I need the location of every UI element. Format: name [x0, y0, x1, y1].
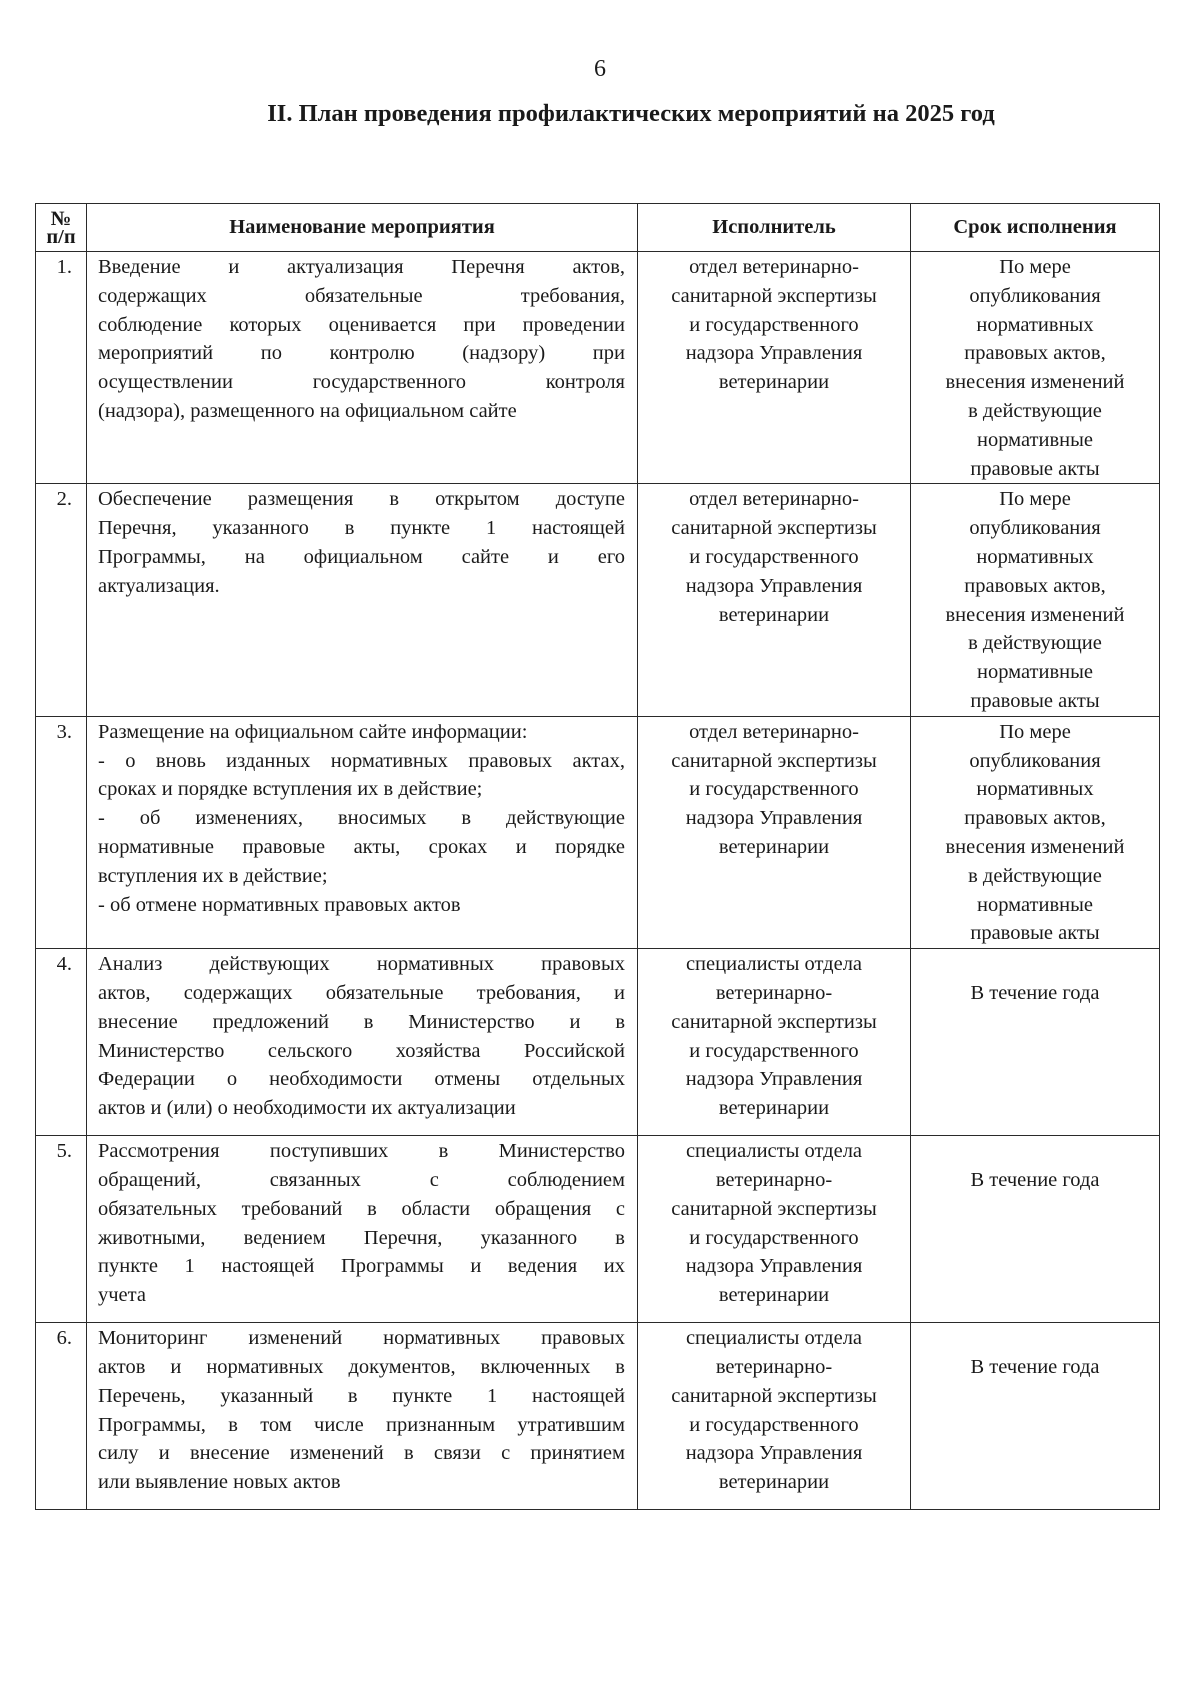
executor-line: санитарной экспертизы	[671, 284, 877, 307]
executor-line: надзора Управления	[685, 1255, 863, 1278]
executor-line: и государственного	[689, 313, 859, 336]
executor-line: ветеринарии	[718, 1471, 830, 1494]
deadline-line: нормативные	[976, 428, 1093, 451]
deadline-line: нормативных	[976, 313, 1094, 336]
executor-line: санитарной экспертизы	[671, 749, 877, 772]
executor-line: и государственного	[689, 545, 859, 568]
activity-name-line: учета	[98, 1284, 146, 1307]
deadline-line: внесения изменений	[945, 603, 1125, 626]
activity-name-line: Мониторинг изменений нормативных правовых	[98, 1327, 625, 1350]
executor-line: ветеринарно-	[715, 981, 833, 1004]
table-row	[36, 1136, 1160, 1323]
activity-name	[87, 949, 638, 1136]
plan-table	[35, 203, 1160, 1510]
header-num-line2: п/п	[46, 225, 76, 248]
table-row	[36, 949, 1160, 1136]
deadline	[911, 716, 1160, 948]
executor	[638, 484, 911, 716]
deadline-line: опубликования	[969, 517, 1101, 540]
executor-line: санитарной экспертизы	[671, 1010, 877, 1033]
row-number: 1.	[36, 252, 87, 484]
header-row	[36, 204, 1160, 252]
deadline-line: В течение года	[970, 1356, 1100, 1379]
activity-name-line: пункте 1 настоящей Программы и ведения их	[98, 1255, 625, 1278]
activity-name-line: Рассмотрения поступивших в Министерство	[98, 1140, 625, 1163]
executor-line: надзора Управления	[685, 1442, 863, 1465]
table-row	[36, 252, 1160, 484]
row-number: 2.	[36, 484, 87, 716]
deadline-line: нормативных	[976, 778, 1094, 801]
header-executor: Исполнитель	[638, 204, 911, 252]
executor-line: санитарной экспертизы	[671, 517, 877, 540]
activity-name-line: актов и (или) о необходимости их актуализации	[98, 1097, 516, 1120]
deadline-line: в действующие	[968, 399, 1102, 422]
executor-line: санитарной экспертизы	[671, 1197, 877, 1220]
activity-name	[87, 716, 638, 948]
table-row	[36, 484, 1160, 716]
activity-name-line: Перечень, указанный в пункте 1 настоящей	[98, 1384, 625, 1407]
executor-line: надзора Управления	[685, 574, 863, 597]
executor	[638, 1323, 911, 1510]
activity-name	[87, 484, 638, 716]
activity-name-line: актов, содержащих обязательные требования, и	[98, 981, 625, 1004]
activity-name	[87, 252, 638, 484]
deadline	[911, 252, 1160, 484]
executor-line: и государственного	[689, 1039, 859, 1062]
header-deadline: Срок исполнения	[911, 204, 1160, 252]
executor-line: надзора Управления	[685, 342, 863, 365]
activity-name-line: Министерство сельского хозяйства Российской	[98, 1039, 625, 1062]
header-num	[36, 204, 87, 252]
deadline-line: правовые акты	[970, 689, 1100, 712]
activity-name-line: - о вновь изданных нормативных правовых актах,	[98, 749, 625, 772]
activity-name-line: соблюдение которых оценивается при проведении	[98, 313, 625, 336]
table-header	[36, 204, 1160, 252]
deadline-line: внесения изменений	[945, 835, 1125, 858]
executor-line: ветеринарии	[718, 835, 830, 858]
executor-line: ветеринарно-	[715, 1168, 833, 1191]
executor	[638, 716, 911, 948]
deadline-line: в действующие	[968, 632, 1102, 655]
executor-line: надзора Управления	[685, 807, 863, 830]
activity-name-line: силу и внесение изменений в связи с принятием	[98, 1442, 625, 1465]
header-num-line1: №	[50, 207, 72, 230]
activity-name-line: Введение и актуализация Перечня актов,	[98, 256, 625, 278]
executor-line: специалисты отдела	[685, 1327, 863, 1350]
executor	[638, 252, 911, 484]
activity-name-line: обращений, связанных с соблюдением	[98, 1168, 625, 1191]
executor-line: ветеринарии	[718, 603, 830, 626]
executor-line: ветеринарии	[718, 1097, 830, 1120]
executor-line: надзора Управления	[685, 1068, 863, 1091]
activity-name-line: актуализация.	[98, 574, 220, 597]
deadline-line: правовые акты	[970, 457, 1100, 480]
page-title: II. План проведения профилактических мероприятий на 2025 год	[267, 100, 995, 127]
deadline-line: в действующие	[968, 864, 1102, 887]
executor-line: ветеринарии	[718, 1284, 830, 1307]
executor-line: санитарной экспертизы	[671, 1384, 877, 1407]
activity-name-line: (надзора), размещенного на официальном сайте	[98, 399, 517, 422]
activity-name-line: сроках и порядке вступления их в действие;	[98, 778, 483, 801]
activity-name-line: Программы, на официальном сайте и его	[98, 545, 625, 568]
header-name: Наименование мероприятия	[87, 204, 638, 252]
row-number: 4.	[36, 949, 87, 1136]
executor-line: и государственного	[689, 778, 859, 801]
activity-name-line: Обеспечение размещения в открытом доступе	[98, 488, 625, 511]
activity-name-line: обязательных требований в области обращения с	[98, 1197, 625, 1220]
activity-name	[87, 1323, 638, 1510]
deadline-line: По мере	[999, 488, 1071, 511]
deadline-line: правовых актов,	[964, 342, 1106, 365]
executor-line: и государственного	[689, 1226, 859, 1249]
activity-name-line: Федерации о необходимости отмены отдельных	[98, 1068, 625, 1091]
activity-name-line: вступления их в действие;	[98, 864, 328, 887]
deadline-line: опубликования	[969, 749, 1101, 772]
table-body	[36, 252, 1160, 1510]
page-number: 6	[594, 56, 606, 82]
deadline	[911, 1323, 1160, 1510]
activity-name-line: - об изменениях, вносимых в действующие	[98, 807, 625, 830]
activity-name-line: Размещение на официальном сайте информации:	[98, 720, 528, 743]
activity-name-line: нормативные правовые акты, сроках и порядке	[98, 835, 625, 858]
table-row	[36, 1323, 1160, 1510]
deadline	[911, 484, 1160, 716]
table-row	[36, 716, 1160, 948]
row-number: 5.	[36, 1136, 87, 1323]
activity-name-line: или выявление новых актов	[98, 1471, 341, 1494]
executor-line: отдел ветеринарно-	[689, 256, 859, 278]
deadline-line: нормативных	[976, 545, 1094, 568]
deadline-line: В течение года	[970, 982, 1100, 1005]
activity-name-line: Анализ действующих нормативных правовых	[98, 953, 625, 976]
activity-name-line: осуществлении государственного контроля	[98, 371, 625, 394]
executor-line: ветеринарно-	[715, 1355, 833, 1378]
activity-name-line: Программы, в том числе признанным утратившим	[98, 1413, 625, 1436]
activity-name	[87, 1136, 638, 1323]
executor	[638, 1136, 911, 1323]
deadline-line: По мере	[999, 720, 1071, 743]
row-number: 3.	[36, 716, 87, 948]
activity-name-line: внесение предложений в Министерство и в	[98, 1010, 625, 1033]
deadline-line: В течение года	[970, 1169, 1100, 1192]
deadline-line: правовые акты	[970, 922, 1100, 945]
deadline-line: правовых актов,	[964, 574, 1106, 597]
activity-name-line: актов и нормативных документов, включенных в	[98, 1355, 625, 1378]
executor-line: и государственного	[689, 1413, 859, 1436]
deadline-line: По мере	[999, 256, 1071, 278]
activity-name-line: мероприятий по контролю (надзору) при	[98, 342, 625, 365]
activity-name-line: животными, ведением Перечня, указанного в	[98, 1226, 625, 1249]
executor-line: ветеринарии	[718, 371, 830, 394]
activity-name-line: содержащих обязательные требования,	[98, 284, 625, 307]
deadline-line: внесения изменений	[945, 371, 1125, 394]
activity-name-line: - об отмене нормативных правовых актов	[98, 893, 461, 916]
deadline	[911, 1136, 1160, 1323]
deadline-line: нормативные	[976, 661, 1093, 684]
executor	[638, 949, 911, 1136]
executor-line: специалисты отдела	[685, 1140, 863, 1163]
deadline-line: опубликования	[969, 284, 1101, 307]
activity-name-line: Перечня, указанного в пункте 1 настоящей	[98, 517, 625, 540]
deadline-line: правовых актов,	[964, 807, 1106, 830]
deadline-line: нормативные	[976, 893, 1093, 916]
executor-line: специалисты отдела	[685, 953, 863, 976]
deadline	[911, 949, 1160, 1136]
executor-line: отдел ветеринарно-	[689, 488, 859, 511]
executor-line: отдел ветеринарно-	[689, 720, 859, 743]
row-number: 6.	[36, 1323, 87, 1510]
